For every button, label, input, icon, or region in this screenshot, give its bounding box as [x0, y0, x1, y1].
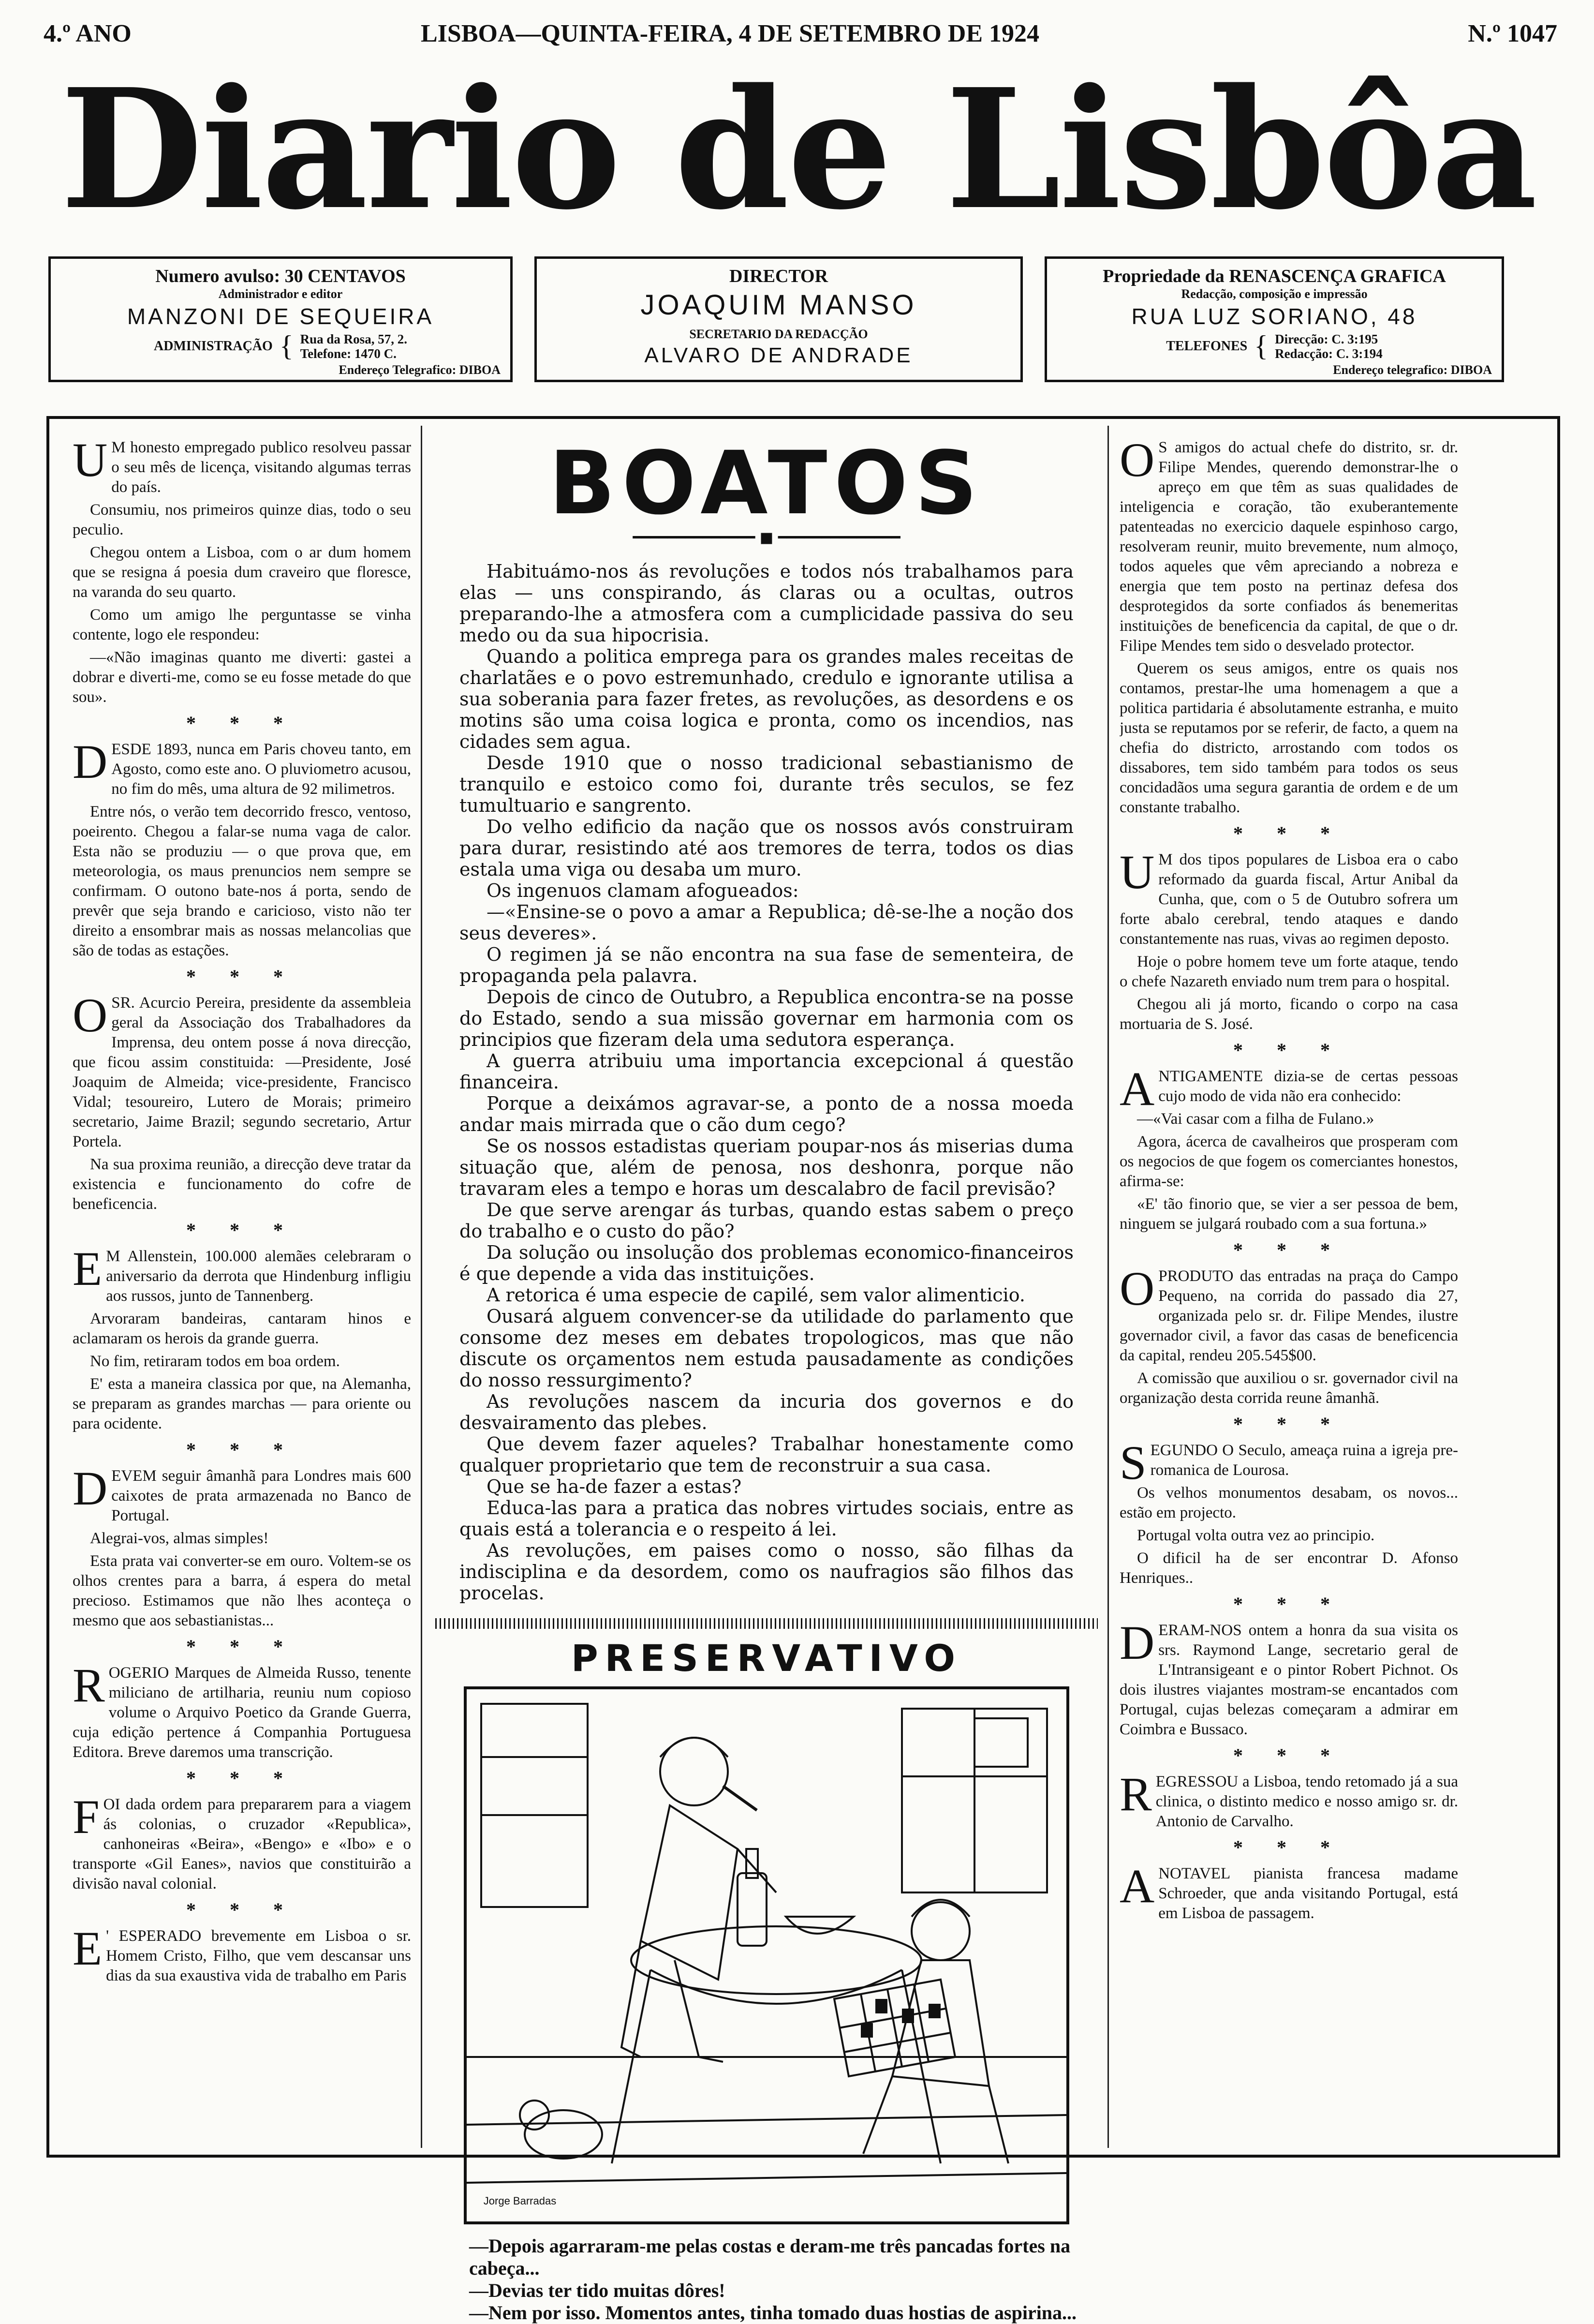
news-paragraph — [73, 1309, 411, 1349]
drop-cap: O — [73, 988, 108, 1042]
paragraph-text: M honesto empregado publico resolveu passar o seu mês de licença, visitando algumas terras do país. — [111, 439, 411, 496]
paragraph-text: Como um amigo lhe perguntasse se vinha contente, logo ele respondeu: — [73, 606, 411, 643]
paragraph-text: Consumiu, nos primeiros quinze dias, todo o seu peculio. — [73, 501, 411, 538]
phone-redaction: Redacção: C. 3:194 — [1275, 346, 1383, 361]
right-telegraph: Endereço telegrafico: DIBOA — [1333, 363, 1492, 377]
news-paragraph — [1120, 1262, 1458, 1366]
director-label: DIRECTOR — [729, 266, 828, 286]
drop-cap: E — [73, 1242, 103, 1296]
editorial-paragraph: Do velho edificio da nação que os nossos avós construiram para durar, resistindo até aos tremores de terra, todos os dias estala uma viga ou desaba um muro. — [459, 816, 1074, 880]
right-info-box — [1045, 256, 1504, 382]
editorial-paragraph: Desde 1910 que o nosso tradicional sebastianismo de tranquilo e estoico como foi, durante três seculos, se fez tumultuario e sangrento. — [459, 752, 1074, 816]
drop-cap: D — [1120, 1616, 1155, 1669]
year-label: 4.º ANO — [44, 20, 132, 47]
section-separator: * * * — [186, 1767, 297, 1789]
section-separator: * * * — [186, 712, 297, 734]
drop-cap: D — [73, 735, 108, 789]
phones-row: TELEFONES { Direcção: C. 3:195 Redacção: C. 3:194 — [1166, 330, 1383, 362]
paragraph-text: PRODUTO das entradas na praça do Campo Pequeno, na corrida do passado dia 27, organizada pelo sr. dr. Filipe Mendes, ilustre governador civil, a favor das casas de beneficencia da capital, rendeu 205.545$00. — [1120, 1267, 1458, 1364]
editorial-title: BOATOS — [548, 433, 985, 534]
paragraph-text: Os velhos monumentos desabam, os novos... estão em projecto. — [1120, 1484, 1458, 1521]
news-paragraph — [73, 1352, 411, 1371]
left-info-box — [48, 256, 513, 382]
drop-cap: A — [1120, 1062, 1155, 1116]
cartoon-illustration — [464, 1686, 1069, 2224]
drop-cap: U — [1120, 845, 1155, 899]
editorial-paragraph: Ousará alguem convencer-se da utilidade do parlamento que consome dez meses em debates tropologicos, mas que não discute os orçamentos nem estuda pausadamente as condições do nosso ressurgimento? — [459, 1306, 1074, 1391]
news-paragraph — [73, 1155, 411, 1214]
editorial-paragraph: Que devem fazer aqueles? Trabalhar honestamente como qualquer proprietario que tem de reconstruir a sua casa. — [459, 1433, 1074, 1476]
caption-line: —Nem por isso. Momentos antes, tinha tomado duas hostias de aspirina... — [469, 2302, 1077, 2324]
drop-cap: O — [1120, 438, 1155, 487]
editorial-paragraph: O regimen já se não encontra na sua fase de sementeira, de propaganda pela palavra. — [459, 944, 1074, 986]
news-paragraph — [73, 1658, 411, 1762]
section-separator: * * * — [1233, 1744, 1344, 1766]
administration-label: ADMINISTRAÇÃO — [154, 338, 273, 354]
editorial-paragraph: Se os nossos estadistas queriam poupar-nos ás miserias duma situação que, além de penosa, nos deshonra, porque não travaram eles a tempo e horas um descalabro de facil previsão? — [459, 1135, 1074, 1199]
admin-address: Rua da Rosa, 57, 2. — [300, 331, 407, 346]
paragraph-text: «E' tão finorio que, se vier a ser pessoa de bem, ninguem se julgará roubado com a sua fortuna.» — [1120, 1195, 1458, 1233]
news-paragraph — [1120, 1194, 1458, 1234]
column-rule-right — [1107, 426, 1109, 2148]
paragraph-text: M dos tipos populares de Lisboa era o cabo reformado da guarda fiscal, Artur Anibal da Cunha, que, com o 5 de Outubro sofrera um forte abalo cerebral, tendo ataques e dando constantemente nas ruas, vivas ao regimen deposto. — [1120, 851, 1458, 948]
paragraph-text: NOTAVEL pianista francesa madame Schroeder, que anda visitando Portugal, está em Lisboa de passagem. — [1158, 1865, 1458, 1922]
news-paragraph — [1120, 845, 1458, 949]
news-paragraph — [73, 1529, 411, 1549]
title-divider: ━━━━━━━━━━━━━━ ■ ━━━━━━━━━━━━━━ — [633, 529, 900, 546]
paragraph-text: ERAM-NOS ontem a honra da sua visita os srs. Raymond Lange, secretario geral de L'Intransigeant e o pintor Robert Pichnot. Os dois ilustres viajantes mostram-se encantados com Portugal, cujas belezas começaram a admirar em Coimbra e Bussaco. — [1120, 1622, 1458, 1738]
news-paragraph — [1120, 1526, 1458, 1546]
paragraph-text: E' esta a maneira classica por que, na Alemanha, se preparam as grandes marchas — para oriente ou para ocidente. — [73, 1375, 411, 1432]
paragraph-text: Portugal volta outra vez ao principio. — [1137, 1527, 1375, 1544]
editorial-paragraph: As revoluções nascem da incuria dos governos e do desvairamento das plebes. — [459, 1391, 1074, 1433]
top-line — [44, 19, 1557, 53]
editorial-paragraph: Quando a politica emprega para os grandes males receitas de charlatães e o povo estremunhado, credulo e ignorante utilisa a sua soberania para fazer fretes, as revoluções, as desordens e os motins são uma coisa logica e pronta, como os incendios, nas cidades sem agua. — [459, 646, 1074, 752]
news-paragraph — [73, 988, 411, 1152]
news-paragraph — [73, 802, 411, 961]
news-paragraph — [73, 1461, 411, 1526]
drop-cap: A — [1120, 1859, 1155, 1913]
paragraph-text: Arvoraram bandeiras, cantaram hinos e aclamaram os herois da grande guerra. — [73, 1310, 411, 1347]
editorial-paragraph: De que serve arengar ás turbas, quando estas sabem o preço do trabalho e o custo do pão? — [459, 1199, 1074, 1242]
issue-number: N.º 1047 — [1468, 20, 1557, 47]
paragraph-text: Chegou ali já morto, ficando o corpo na casa mortuaria de S. José. — [1120, 996, 1458, 1033]
paragraph-text: Na sua proxima reunião, a direcção deve tratar da existencia e funcionamento do cofre de beneficencia. — [73, 1156, 411, 1213]
editorial-paragraph: Habituámo-nos ás revoluções e todos nós trabalhamos para elas — uns conspirando, ás claras ou a ocultas, outros preparando-lhe a atmosfera com a cumplicidade passiva do seu medo ou da sua hipocrisia. — [459, 561, 1074, 646]
news-paragraph — [1120, 1369, 1458, 1408]
center-info-box — [534, 256, 1023, 382]
drop-cap: E — [73, 1922, 103, 1975]
editorial-paragraph: Que se ha-de fazer a estas? — [487, 1476, 742, 1497]
news-paragraph — [73, 1242, 411, 1306]
paragraph-text: ' ESPERADO brevemente em Lisboa o sr. Homem Cristo, Filho, que vem descansar uns dias da sua exaustiva vida de trabalho em Paris — [106, 1927, 411, 1984]
secretary-name: ALVARO DE ANDRADE — [644, 343, 913, 367]
left-column — [73, 438, 411, 2136]
news-paragraph — [73, 1374, 411, 1434]
paragraph-text: EGUNDO O Seculo, ameaça ruina a igreja pre-romanica de Lourosa. — [1150, 1442, 1458, 1479]
cartoon-drawing — [467, 1689, 1066, 2221]
owner-label: Propriedade da RENASCENÇA GRAFICA — [1103, 266, 1446, 286]
dateline: LISBOA—QUINTA-FEIRA, 4 DE SETEMBRO DE 1924 — [421, 20, 1040, 47]
paragraph-text: Chegou ontem a Lisboa, com o ar dum homem que se resigna á poesia dum craveiro que floresce, na varanda do seu quarto. — [73, 544, 411, 601]
editorial-paragraph: As revoluções, em paises como o nosso, são filhas da indisciplina e da desordem, como os naufragios são filhos das procelas. — [459, 1540, 1074, 1604]
news-paragraph — [73, 438, 411, 497]
cartoon-title: PRESERVATIVO — [571, 1637, 962, 1680]
drop-cap: O — [1120, 1262, 1155, 1315]
caption-line: —Depois agarraram-me pelas costas e deram-me três pancadas fortes na cabeça... — [469, 2235, 1071, 2279]
caption-line: —Devias ter tido muitas dôres! — [469, 2279, 725, 2301]
services-label: Redacção, composição e impressão — [1181, 287, 1368, 301]
paragraph-text: Entre nós, o verão tem decorrido fresco, ventoso, poeirento. Chegou a falar-se numa vaga de calor. Esta não se produziu — o que prova que, em meteorologia, os maus prenuncios nem sempre se confirmam. O outono bate-nos á porta, sendo de prevêr que seja brando e caricioso, visto não ter direito a ensombrar mais as nossas melancolias que são de todas as estações. — [73, 803, 411, 959]
artist-signature: Jorge Barradas — [483, 2195, 557, 2207]
admin-editor-name: MANZONI DE SEQUEIRA — [127, 304, 434, 329]
editorial-paragraph: Educa-las para a pratica das nobres virtudes sociais, entre as quais está a tolerancia e o respeito á lei. — [459, 1497, 1074, 1540]
section-separator: * * * — [1233, 1239, 1344, 1261]
paragraph-text: NTIGAMENTE dizia-se de certas pessoas cujo modo de vida não era conhecido: — [1158, 1068, 1458, 1105]
news-paragraph — [1120, 1549, 1458, 1588]
drop-cap: D — [73, 1461, 108, 1515]
paragraph-text: OI dada ordem para prepararem para a viagem ás colonias, o cruzador «Republica», canhoneiras «Beira», «Bengo» e «Ibo» e o transporte «Gil Eanes», navios que constituirão a divisão naval colonial. — [73, 1796, 411, 1892]
price-label: Numero avulso: 30 CENTAVOS — [155, 266, 406, 286]
phone-direction: Direcção: C. 3:195 — [1275, 331, 1378, 346]
left-telegraph: Endereço Telegrafico: DIBOA — [339, 363, 501, 377]
drop-cap: F — [73, 1790, 100, 1844]
drop-cap: U — [73, 438, 108, 487]
news-paragraph — [73, 1922, 411, 1986]
drop-cap: R — [73, 1658, 105, 1712]
paragraph-text: EVEM seguir âmanhã para Londres mais 600 caixotes de prata armazenada no Banco de Portugal. — [111, 1467, 411, 1524]
news-paragraph — [1120, 995, 1458, 1034]
paragraph-text: Agora, ácerca de cavalheiros que prosperam com os negocios de que fogem os comerciantes honestos, afirma-se: — [1120, 1133, 1458, 1190]
editorial-body — [435, 561, 1098, 1604]
paragraph-text: M Allenstein, 100.000 alemães celebraram o aniversario da derrota que Hindenburg infligiu aos russos, junto de Tannenberg. — [106, 1248, 411, 1305]
news-paragraph — [1120, 1132, 1458, 1192]
news-paragraph — [1120, 952, 1458, 992]
admin-phone: Telefone: 1470 C. — [300, 346, 397, 361]
section-separator: * * * — [186, 1636, 297, 1657]
news-paragraph — [73, 605, 411, 645]
center-column — [435, 433, 1098, 2324]
cartoon-caption — [469, 2235, 1098, 2324]
paragraph-text: EGRESSOU a Lisboa, tendo retomado já a sua clinica, o distinto medico e nosso amigo sr. dr. Antonio de Carvalho. — [1155, 1773, 1458, 1830]
editorial-paragraph: Porque a deixámos agravar-se, a ponto de a nossa moeda andar mais mirrada que o cão dum cego? — [459, 1093, 1074, 1135]
paragraph-text: No fim, retiraram todos em boa ordem. — [90, 1353, 340, 1370]
section-separator: * * * — [1233, 1413, 1344, 1435]
editorial-paragraph: Depois de cinco de Outubro, a Republica encontra-se na posse do Estado, sendo a sua missão governar em harmonia com os principios que fizeram dela uma sedutora esperança. — [459, 986, 1074, 1050]
editorial-paragraph: Os ingenuos clamam afogueados: — [487, 880, 799, 901]
news-paragraph — [73, 648, 411, 707]
paragraph-text: —«Não imaginas quanto me diverti: gastei a dobrar e diverti-me, como se eu fosse metade do que sou». — [73, 649, 411, 706]
section-separator: * * * — [186, 966, 297, 987]
phones-label: TELEFONES — [1166, 338, 1248, 354]
news-paragraph — [1120, 1483, 1458, 1523]
news-paragraph — [73, 500, 411, 540]
editorial-paragraph: A guerra atribuiu uma importancia excepcional á questão financeira. — [459, 1050, 1074, 1093]
section-separator: * * * — [1233, 1039, 1344, 1061]
paragraph-text: Hoje o pobre homem teve um forte ataque, tendo o chefe Nazareth enviado num trem para o hospital. — [1120, 953, 1458, 990]
news-paragraph — [1120, 659, 1458, 818]
news-paragraph — [73, 735, 411, 799]
director-name: JOAQUIM MANSO — [640, 289, 917, 321]
editorial-paragraph: A retorica é uma especie de capilé, sem valor alimenticio. — [487, 1284, 1025, 1306]
news-paragraph — [73, 1551, 411, 1631]
news-paragraph — [1120, 1859, 1458, 1923]
paragraph-text: Esta prata vai converter-se em ouro. Voltem-se os olhos crentes para a barra, á espera do metal precioso. Estimamos que não lhes aconteça o mesmo que aos sebastianistas... — [73, 1552, 411, 1629]
paragraph-text: S amigos do actual chefe do distrito, sr. dr. Filipe Mendes, querendo demonstrar-lhe o apreço em que têm as suas qualidades de inteligencia e coração, tão exuberantemente patenteadas no exercicio daquele espinhoso cargo, resolveram reunir, muito brevemente, num almoço, todos aqueles que vêm apreciando a nobreza e energia que tem posto na pertinaz defesa dos desprotegidos da sorte confiados ás benemeritas instituições de beneficencia da capital, de que o dr. Filipe Mendes tem sido o desvelado protector. — [1120, 439, 1458, 655]
paragraph-text: Querem os seus amigos, entre os quais nos contamos, prestar-lhe uma homenagem a que a politica partidaria é absolutamente estranha, e muito justa se reputamos por se referir, de facto, a quem na chefia do districto, arrostando com todos os dissabores, tem sido também para todos os seus concidadãos uma segura garantia de ordem e de um constante trabalho. — [1120, 660, 1458, 816]
section-separator: * * * — [1233, 1593, 1344, 1615]
editorial-paragraph: —«Ensine-se o povo a amar a Republica; dê-se-lhe a noção dos seus deveres». — [459, 901, 1074, 944]
news-paragraph — [1120, 1062, 1458, 1116]
secretary-label: SECRETARIO DA REDACÇÃO — [689, 327, 868, 341]
paragraph-text: A comissão que auxiliou o sr. governador civil na organização desta corrida reune âmanhã. — [1120, 1370, 1458, 1407]
news-paragraph — [1120, 1767, 1458, 1832]
masthead-title: Diario de Lisbôa — [60, 53, 1536, 246]
news-paragraph — [1120, 1616, 1458, 1740]
news-paragraph — [73, 543, 411, 602]
news-paragraph — [1120, 1436, 1458, 1490]
section-separator: * * * — [1233, 1836, 1344, 1858]
paragraph-text: Alegrai-vos, almas simples! — [90, 1530, 269, 1547]
admin-editor-label: Administrador e editor — [218, 287, 343, 301]
column-rule-left — [421, 426, 422, 2148]
paragraph-text: SR. Acurcio Pereira, presidente da assembleia geral da Associação dos Trabalhadores da Imprensa, deu ontem posse á nova direcção, que ficou assim constituida: —Presidente, José Joaquim de Almeida; vice-presidente, Francisco Vidal; tesoureiro, Lutero de Morais; primeiro secretario, Jaime Brazil; segundo secretario, Artur Portela. — [73, 994, 411, 1150]
hatched-divider — [435, 1618, 1098, 1629]
section-separator: * * * — [1233, 822, 1344, 844]
right-column — [1120, 438, 1458, 2136]
paragraph-text: —«Vai casar com a filha de Fulano.» — [1137, 1110, 1374, 1128]
drop-cap: S — [1120, 1436, 1147, 1490]
administration-row: ADMINISTRAÇÃO { Rua da Rosa, 57, 2. Telefone: 1470 C. — [154, 330, 407, 362]
section-separator: * * * — [186, 1219, 297, 1241]
news-paragraph — [1120, 438, 1458, 656]
paragraph-text: OGERIO Marques de Almeida Russo, tenente miliciano de artilharia, reuniu num copioso volume o Arquivo Poetico da Grande Guerra, cuja edição pertence á Companhia Portuguesa Editora. Breve daremos uma transcrição. — [73, 1664, 411, 1761]
editorial-paragraph: Da solução ou insolução dos problemas economico-financeiros é que depende a vida das instituições. — [459, 1242, 1074, 1284]
drop-cap: R — [1120, 1767, 1152, 1821]
news-paragraph — [1120, 1109, 1458, 1129]
news-paragraph — [73, 1790, 411, 1894]
owner-address: RUA LUZ SORIANO, 48 — [1131, 304, 1417, 329]
section-separator: * * * — [186, 1899, 297, 1921]
section-separator: * * * — [186, 1439, 297, 1460]
paragraph-text: O dificil ha de ser encontrar D. Afonso Henriques.. — [1120, 1549, 1458, 1587]
paragraph-text: ESDE 1893, nunca em Paris choveu tanto, em Agosto, como este ano. O pluviometro acusou, no fim do mês, uma altura de 92 milimetros. — [111, 741, 411, 798]
